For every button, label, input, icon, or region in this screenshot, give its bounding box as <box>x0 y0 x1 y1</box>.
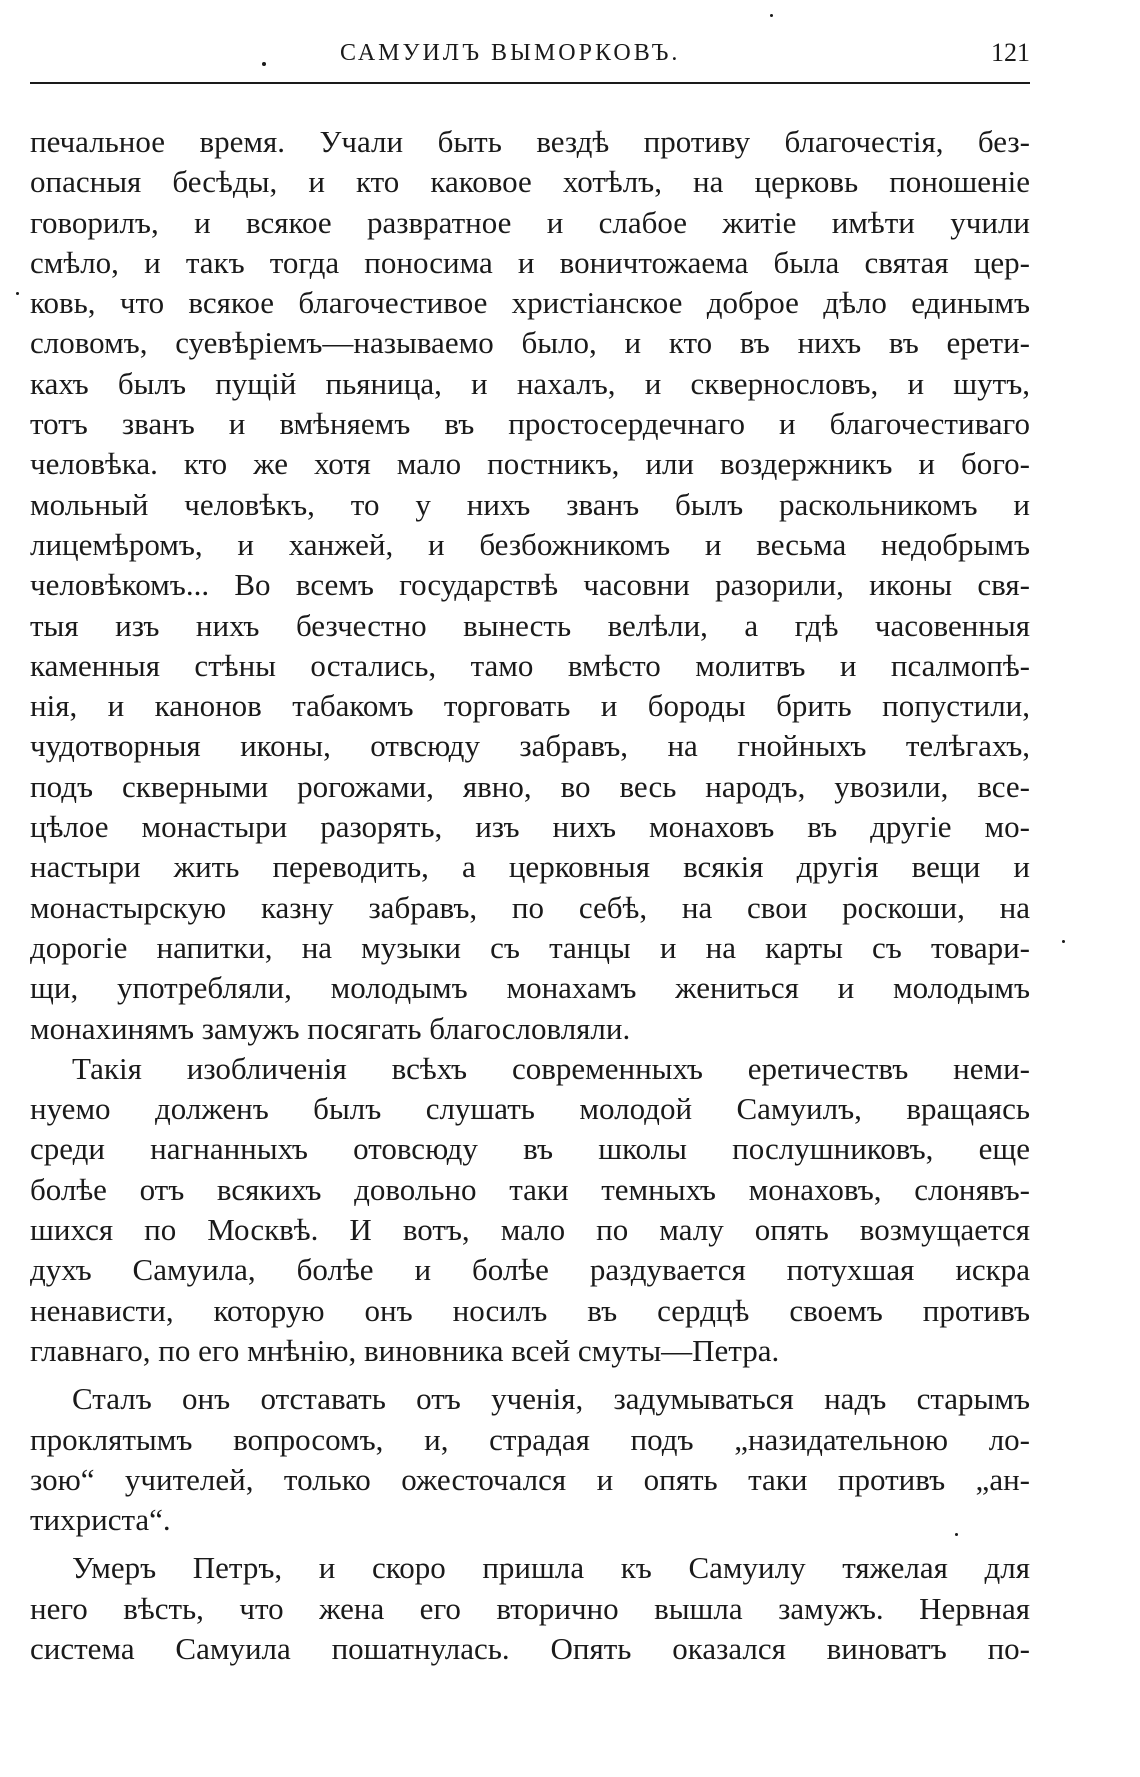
text-line: говорилъ, и всякое развратное и слабое житіе имѣти учили <box>30 204 1030 240</box>
text-line: него вѣсть, что жена его вторично вышла замужъ. Нервная <box>30 1590 1030 1626</box>
text-line: главнаго, по его мнѣнію, виновника всей смуты—Петра. <box>30 1332 780 1368</box>
page-number: 121 <box>991 38 1030 67</box>
paragraph-gap <box>30 1540 1030 1548</box>
text-line: каменныя стѣны остались, тамо вмѣсто молитвъ и псалмопѣ- <box>30 647 1030 683</box>
running-header <box>30 36 1030 80</box>
text-line: дорогіе напитки, на музыки съ танцы и на карты съ товари- <box>30 929 1030 965</box>
text-line: Такія изобличенія всѣхъ современныхъ еретичествъ неми- <box>72 1050 1030 1086</box>
text-line: среди нагнанныхъ отовсюду въ школы послушниковъ, еще <box>30 1131 1030 1167</box>
print-speck <box>770 14 773 17</box>
print-speck <box>1062 940 1065 943</box>
paragraph-4 <box>30 1548 1030 1669</box>
text-line: мольный человѣкъ, то у нихъ званъ былъ раскольникомъ и <box>30 486 1030 522</box>
paragraph-3 <box>30 1379 1030 1540</box>
text-line: цѣлое монастыри разорять, изъ нихъ монаховъ въ другіе мо- <box>30 809 1030 845</box>
text-line: нія, и канонов табакомъ торговать и бороды брить попустили, <box>30 688 1030 724</box>
text-line: тыя изъ нихъ безчестно вынесть велѣли, а гдѣ часовенныя <box>30 607 1030 643</box>
paragraph-gap <box>30 1371 1030 1379</box>
header-rule <box>30 82 1030 84</box>
text-line: человѣкомъ... Во всемъ государствѣ часовни разорили, иконы свя- <box>30 567 1030 603</box>
text-line: опасныя бесѣды, и кто каковое хотѣлъ, на церковь поношеніе <box>30 164 1030 200</box>
text-line: нуемо долженъ былъ слушать молодой Самуилъ, вращаясь <box>30 1091 1030 1127</box>
text-line: ковь, что всякое благочестивое христіанское доброе дѣло единымъ <box>30 285 1030 321</box>
text-line: тотъ званъ и вмѣняемъ въ простосердечнаго и благочестиваго <box>30 406 1030 442</box>
print-speck <box>16 292 19 295</box>
text-line: чудотворныя иконы, отвсюду забравъ, на гнойныхъ телѣгахъ, <box>30 728 1030 764</box>
text-line: печальное время. Учали быть вездѣ противу благочестія, без- <box>30 124 1030 159</box>
text-line: настыри жить переводить, а церковныя всякія другія вещи и <box>30 849 1030 885</box>
text-line: Умеръ Петръ, и скоро пришла къ Самуилу тяжелая для <box>72 1550 1030 1586</box>
text-line: щи, употребляли, молодымъ монахамъ жениться и молодымъ <box>30 970 1030 1006</box>
text-line: подъ скверными рогожами, явно, во весь народъ, увозили, все- <box>30 768 1030 804</box>
text-line: система Самуила пошатнулась. Опять оказался виноватъ по- <box>30 1630 1030 1666</box>
body-text <box>30 122 1030 1669</box>
text-line: смѣло, и такъ тогда поносима и воничтожаема была святая цер- <box>30 244 1030 280</box>
text-line: кахъ былъ пущій пьяница, и нахалъ, и сквернословъ, и шутъ, <box>30 365 1030 401</box>
text-line: ненависти, которую онъ носилъ въ сердцѣ своемъ противъ <box>30 1292 1030 1328</box>
text-line: монастырскую казну забравъ, по себѣ, на свои роскоши, на <box>30 889 1030 925</box>
text-line: тихриста“. <box>30 1502 171 1538</box>
text-line: лицемѣромъ, и ханжей, и безбожникомъ и весьма недобрымъ <box>30 526 1030 562</box>
paragraph-2 <box>30 1049 1030 1371</box>
text-line: духъ Самуила, болѣе и болѣе раздувается потухшая искра <box>30 1252 1030 1288</box>
text-line: шихся по Москвѣ. И вотъ, мало по малу опять возмущается <box>30 1212 1030 1248</box>
paragraph-1 <box>30 122 1030 1049</box>
running-title: САМУИЛЪ ВЫМОРКОВЪ. <box>340 40 681 66</box>
text-line: человѣка. кто же хотя мало постникъ, или воздержникъ и бого- <box>30 446 1030 482</box>
text-line: болѣе отъ всякихъ довольно таки темныхъ монаховъ, слонявъ- <box>30 1171 1030 1207</box>
text-line: проклятымъ вопросомъ, и, страдая подъ „назидательною ло- <box>30 1421 1030 1457</box>
text-line: монахинямъ замужъ посягать благословляли. <box>30 1010 631 1046</box>
text-line: Сталъ онъ отставать отъ ученія, задумываться надъ старымъ <box>72 1381 1030 1417</box>
text-line: словомъ, суевѣріемъ—называемо было, и кто въ нихъ въ ерети- <box>30 325 1030 361</box>
text-line: зою“ учителей, только ожесточался и опять таки противъ „ан- <box>30 1461 1030 1497</box>
print-speck <box>262 62 266 66</box>
